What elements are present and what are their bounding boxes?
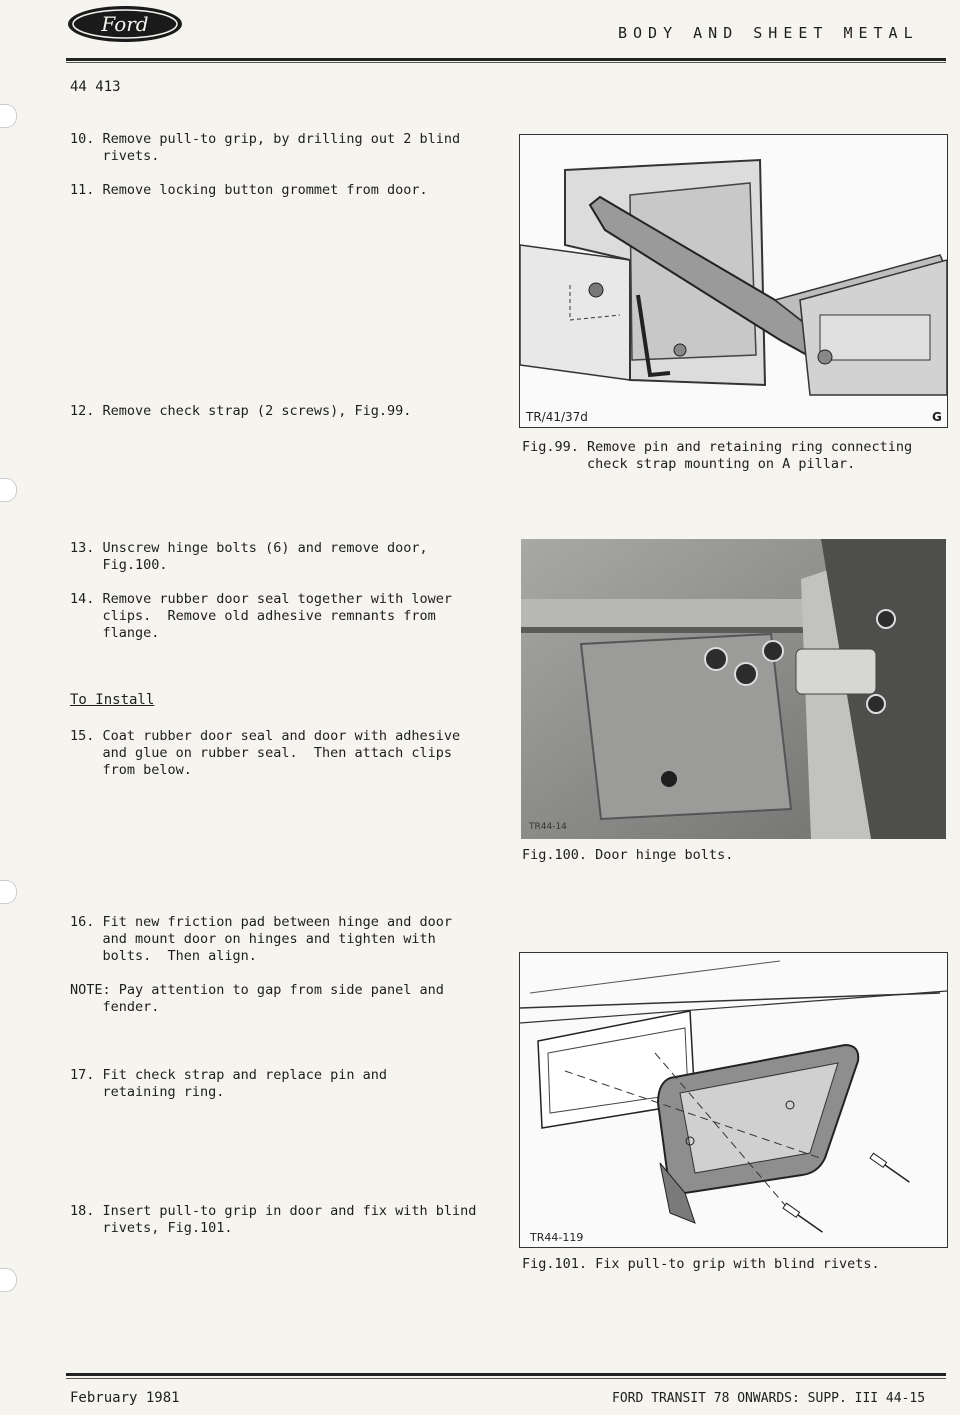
pull-grip-illustration bbox=[520, 953, 947, 1247]
figure-99-label: TR/41/37d bbox=[526, 410, 588, 424]
header-rule bbox=[66, 58, 946, 61]
step-11: 11. Remove locking button grommet from door. bbox=[70, 182, 428, 198]
footer-rule-thin bbox=[66, 1378, 946, 1379]
page-code: 44 413 bbox=[70, 79, 121, 95]
step-18: 18. Insert pull-to grip in door and fix with blind rivets, Fig.101. bbox=[70, 1203, 477, 1236]
logo-text: Ford bbox=[101, 12, 149, 36]
figure-100-label: TR44-14 bbox=[529, 822, 567, 832]
door-hinge-photo bbox=[521, 539, 946, 839]
figure-101-label: TR44-119 bbox=[530, 1231, 584, 1244]
step-17: 17. Fit check strap and replace pin and retaining ring. bbox=[70, 1067, 387, 1100]
binder-hole bbox=[0, 104, 17, 128]
figure-100-caption: Fig.100. Door hinge bolts. bbox=[522, 847, 734, 863]
figure-99 bbox=[519, 134, 948, 428]
section-title: BODY AND SHEET METAL bbox=[618, 24, 919, 42]
footer-rule bbox=[66, 1373, 946, 1376]
figure-100 bbox=[521, 539, 946, 839]
step-16: 16. Fit new friction pad between hinge and door and mount door on hinges and tighten with bolts. Then align. bbox=[70, 914, 453, 964]
header-rule-thin bbox=[66, 62, 946, 63]
footer-date: February 1981 bbox=[70, 1390, 180, 1406]
figure-101-caption: Fig.101. Fix pull-to grip with blind rivets. bbox=[522, 1256, 880, 1272]
step-15: 15. Coat rubber door seal and door with adhesive and glue on rubber seal. Then attach clips from below. bbox=[70, 728, 461, 778]
binder-hole bbox=[0, 880, 17, 904]
step-13: 13. Unscrew hinge bolts (6) and remove door, Fig.100. bbox=[70, 540, 428, 573]
note: NOTE: Pay attention to gap from side panel and fender. bbox=[70, 982, 444, 1015]
figure-101 bbox=[519, 952, 948, 1248]
footer-publication: FORD TRANSIT 78 ONWARDS: SUPP. III 44-15 bbox=[612, 1391, 926, 1406]
figure-99-mark: G bbox=[932, 410, 942, 424]
binder-hole bbox=[0, 478, 17, 502]
check-strap-illustration bbox=[520, 135, 947, 427]
step-10: 10. Remove pull-to grip, by drilling out 2 blind rivets. bbox=[70, 131, 461, 164]
step-12: 12. Remove check strap (2 screws), Fig.99. bbox=[70, 403, 412, 419]
ford-logo bbox=[66, 4, 184, 44]
binder-hole bbox=[0, 1268, 17, 1292]
install-heading: To Install bbox=[70, 692, 155, 708]
step-14: 14. Remove rubber door seal together with lower clips. Remove old adhesive remnants from flange. bbox=[70, 591, 453, 641]
figure-99-caption: Fig.99. Remove pin and retaining ring connecting check strap mounting on A pillar. bbox=[522, 439, 913, 472]
